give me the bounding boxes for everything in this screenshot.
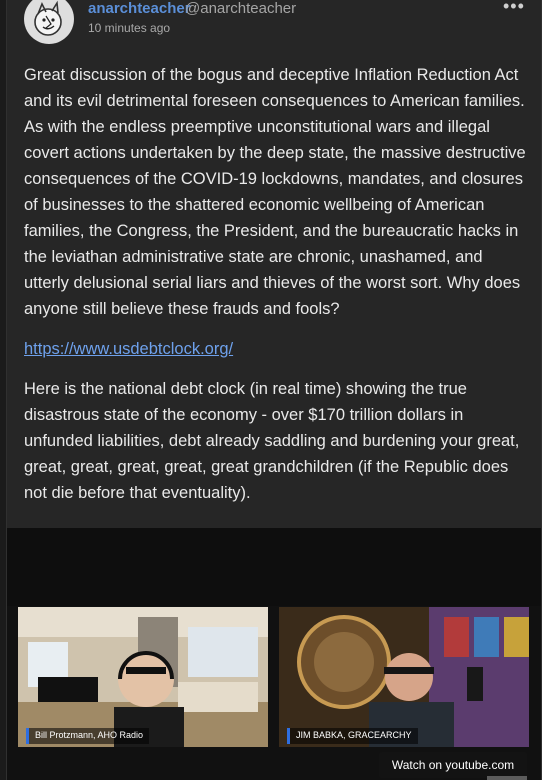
post-link-paragraph [24, 336, 532, 362]
post-paragraph: Great discussion of the bogus and deceptive Inflation Reduction Act and its evil detrimental foreseen consequences to American families. As with the endless preemptive unconstitutional wars and illegal covert actions undertaken by the deep state, the massive destructive consequences of the COVID-19 lockdowns, mandates, and closures of businesses to the shattered economic wellbeing of American families, the Congress, the President, and the bureaucratic hacks in the leviathan administrative state are chronic, unashamed, and utterly delusional serial liars and thieves of the worst sort. Why does anyone still believe these frauds and fools? [24, 66, 526, 318]
right-caption: JIM BABKA, GRACEARCHY [287, 728, 418, 744]
post-paragraph: Here is the national debt clock (in real time) showing the true disastrous state of the economy - over $170 trillion dollars in unfunded liabilities, debt already saddling and burdening your great, great, great, great, great, great grandchildren (if the Republic does not die before that eventuality). [24, 380, 520, 502]
video-progress-strip [487, 776, 527, 780]
debt-clock-link[interactable]: https://www.usdebtclock.org/ [24, 340, 234, 358]
post-card [6, 0, 542, 780]
post-header [7, 0, 541, 50]
post-body [24, 62, 532, 520]
more-dots-icon[interactable]: ••• [503, 0, 525, 16]
video-black-area [7, 528, 541, 606]
stained-glass-scene [279, 607, 529, 747]
left-caption: Bill Protzmann, AHO Radio [26, 728, 149, 744]
avatar-cartoon-icon [24, 0, 74, 44]
post-timestamp[interactable]: 10 minutes ago [88, 21, 171, 35]
video-frame-left [18, 607, 268, 747]
watch-on-youtube-button[interactable]: Watch on youtube.com [379, 752, 527, 778]
username[interactable]: anarchteacher [88, 0, 191, 17]
avatar[interactable] [24, 0, 74, 44]
video-frame-right [279, 607, 529, 747]
video-embed[interactable] [7, 528, 541, 780]
living-room-scene [18, 607, 268, 747]
user-handle: @anarchteacher [185, 0, 297, 17]
